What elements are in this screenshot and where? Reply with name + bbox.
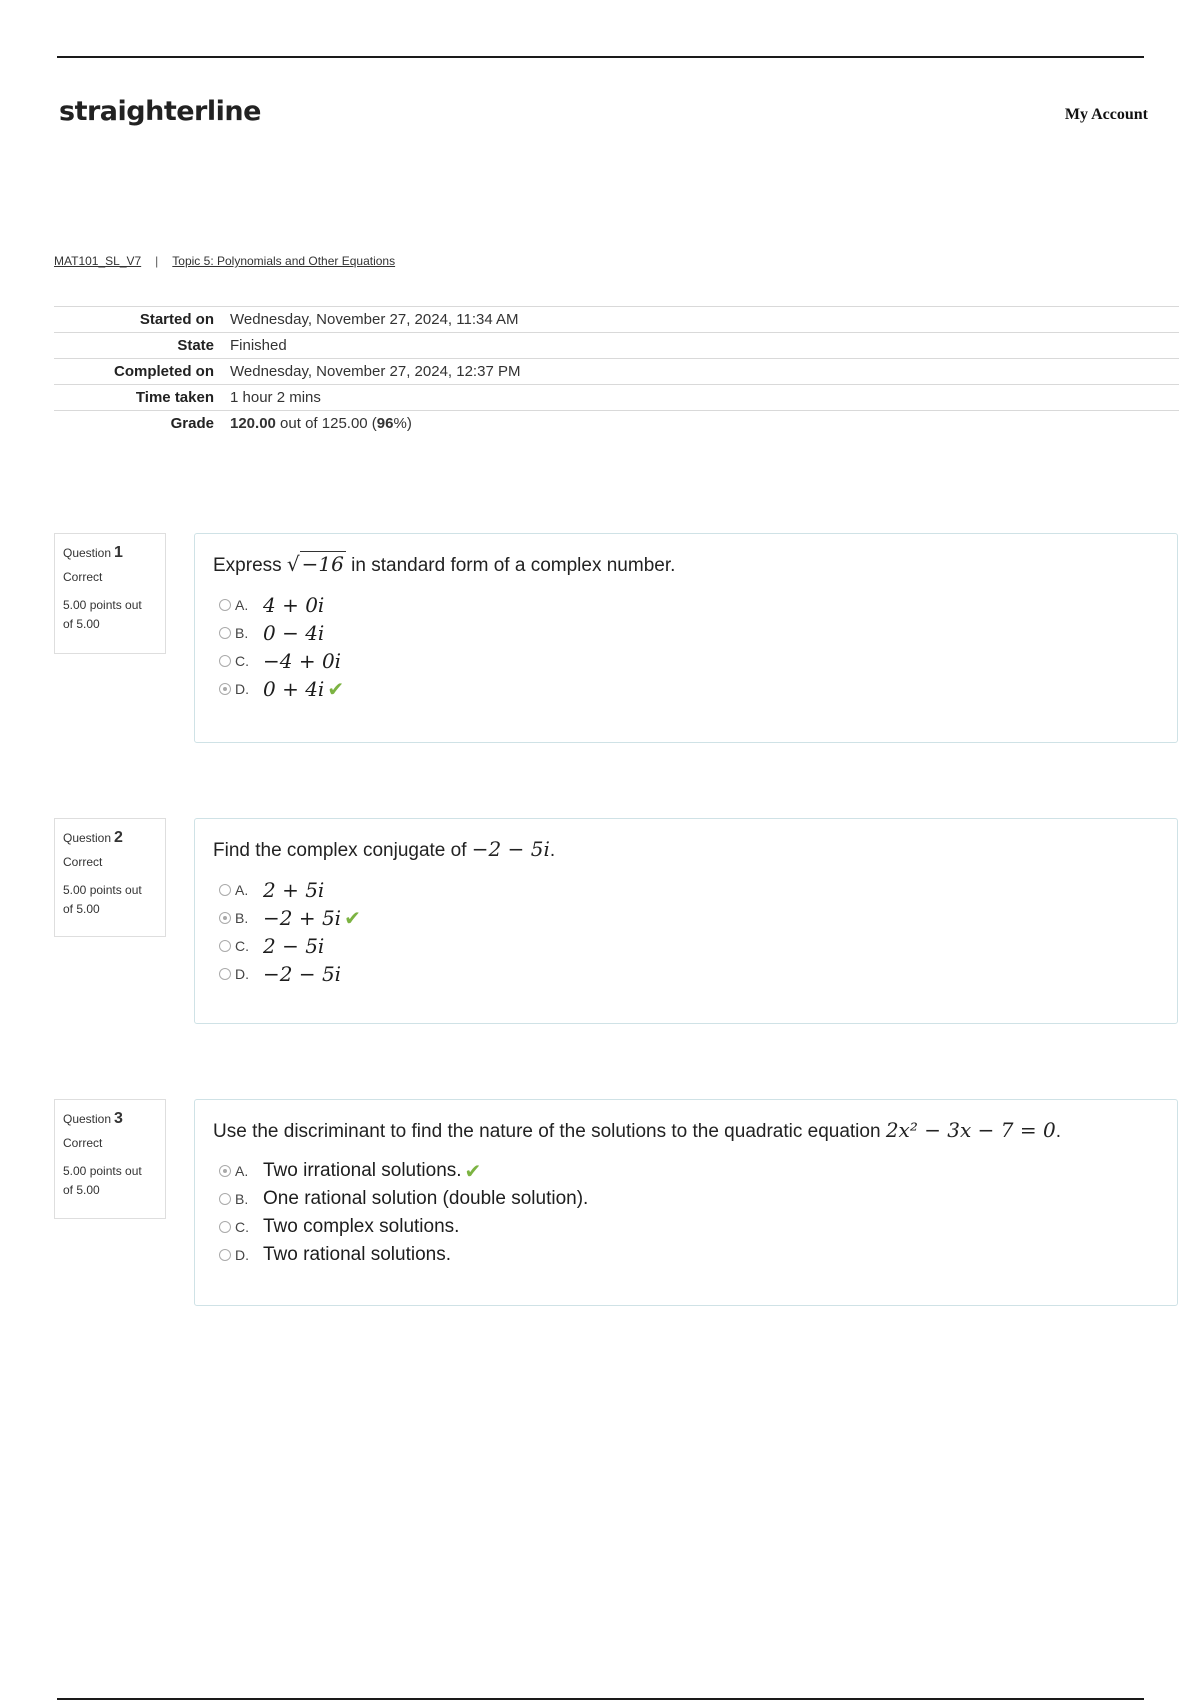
radio-button[interactable] [219, 1249, 231, 1261]
question-text [213, 552, 1159, 577]
option-letter: A. [235, 1163, 249, 1179]
option-letter: B. [235, 910, 249, 926]
option-text: 0 − 4i [263, 621, 325, 645]
option-text: −2 − 5i [263, 962, 342, 986]
grade-label: Grade [170, 415, 214, 432]
option-text: Two complex solutions. [263, 1216, 460, 1237]
radicand: −16 [301, 552, 344, 576]
attempt-summary-table [54, 306, 1179, 436]
option-a[interactable] [213, 591, 1159, 619]
breadcrumb-course-link[interactable]: MAT101_SL_V7 [54, 254, 142, 268]
radio-button[interactable] [219, 968, 231, 980]
option-letter: D. [235, 681, 249, 697]
grade-score: 120.00 [230, 415, 276, 432]
state-label: State [177, 337, 214, 354]
radio-button[interactable] [219, 627, 231, 639]
question-text-after: in standard form of a complex number. [345, 555, 676, 576]
question-points: 5.00 points out of 5.00 [63, 598, 142, 632]
option-letter: A. [235, 597, 249, 613]
question-text-after: . [549, 840, 556, 861]
question-number-value: 3 [114, 1110, 123, 1127]
option-letter: B. [235, 1191, 249, 1207]
grade-outof: out of 125.00 ( [275, 415, 377, 432]
breadcrumb-topic-link[interactable]: Topic 5: Polynomials and Other Equations [172, 254, 396, 268]
grade-end: %) [393, 415, 412, 432]
option-letter: C. [235, 653, 249, 669]
question-info-3 [54, 1099, 166, 1219]
completed-label: Completed on [114, 363, 214, 380]
question-label: Question [63, 831, 112, 845]
question-info-1 [54, 533, 166, 654]
option-text: Two irrational solutions. [263, 1160, 462, 1181]
option-letter: A. [235, 882, 249, 898]
question-state: Correct [63, 855, 103, 869]
option-b[interactable] [213, 904, 1159, 932]
option-b[interactable] [213, 1185, 1159, 1213]
radio-button[interactable] [219, 1193, 231, 1205]
question-text-before: Use the discriminant to find the nature of the solutions to the quadratic equation [213, 1121, 886, 1142]
option-a[interactable] [213, 1157, 1159, 1185]
completed-value: Wednesday, November 27, 2024, 12:37 PM [230, 363, 521, 380]
question-text-after: . [1055, 1121, 1061, 1142]
radio-button-selected[interactable] [219, 912, 231, 924]
question-text [213, 1118, 1159, 1143]
question-content-2 [194, 818, 1178, 1024]
option-a[interactable] [213, 876, 1159, 904]
question-label: Question [63, 1112, 112, 1126]
summary-row-completed [54, 359, 1179, 385]
question-text [213, 837, 1159, 862]
correct-check-icon: ✔ [327, 678, 345, 701]
option-text: 4 + 0i [263, 593, 325, 617]
radio-button[interactable] [219, 1221, 231, 1233]
question-points: 5.00 points out of 5.00 [63, 883, 142, 917]
option-d[interactable] [213, 960, 1159, 988]
question-number [63, 544, 157, 562]
question-label: Question [63, 546, 112, 560]
question-content-1 [194, 533, 1178, 743]
time-value: 1 hour 2 mins [230, 389, 321, 406]
my-account-link[interactable]: My Account [1064, 106, 1148, 123]
question-number [63, 1110, 157, 1128]
question-points: 5.00 points out of 5.00 [63, 1164, 142, 1198]
radio-button-selected[interactable] [219, 683, 231, 695]
option-letter: D. [235, 966, 249, 982]
grade-percent: 96 [376, 415, 394, 432]
summary-row-state [54, 333, 1179, 359]
option-text: 2 + 5i [263, 878, 325, 902]
summary-row-started [54, 307, 1179, 333]
question-text-before: Express [213, 555, 287, 576]
started-value: Wednesday, November 27, 2024, 11:34 AM [230, 311, 519, 328]
radio-button[interactable] [219, 655, 231, 667]
option-letter: B. [235, 625, 249, 641]
option-letter: C. [235, 938, 249, 954]
option-letter: D. [235, 1247, 249, 1263]
question-content-3 [194, 1099, 1178, 1306]
question-info-2 [54, 818, 166, 937]
question-number [63, 829, 157, 847]
radio-button-selected[interactable] [219, 1165, 231, 1177]
option-c[interactable] [213, 647, 1159, 675]
sqrt-expression: √ −16 [286, 552, 344, 576]
radio-button[interactable] [219, 599, 231, 611]
breadcrumb-separator: | [155, 254, 159, 268]
radio-button[interactable] [219, 940, 231, 952]
started-label: Started on [139, 311, 214, 328]
correct-check-icon: ✔ [344, 907, 361, 930]
question-state: Correct [63, 1136, 103, 1150]
option-b[interactable] [213, 619, 1159, 647]
option-d[interactable] [213, 675, 1159, 703]
summary-row-time [54, 385, 1179, 411]
question-math: −2 − 5i [471, 837, 550, 861]
correct-check-icon: ✔ [464, 1160, 482, 1183]
option-text: One rational solution (double solution). [263, 1188, 589, 1209]
option-letter: C. [235, 1219, 249, 1235]
brand-logo[interactable]: straighterline [59, 96, 261, 127]
option-c[interactable] [213, 1213, 1159, 1241]
radio-button[interactable] [219, 884, 231, 896]
option-text: −2 + 5i [263, 906, 342, 930]
time-label: Time taken [135, 389, 214, 406]
option-d[interactable] [213, 1241, 1159, 1269]
question-text-before: Find the complex conjugate of [213, 840, 472, 861]
option-text: Two rational solutions. [263, 1244, 451, 1265]
option-text: 2 − 5i [263, 934, 325, 958]
question-number-value: 2 [114, 829, 123, 846]
question-number-value: 1 [114, 544, 123, 561]
option-c[interactable] [213, 932, 1159, 960]
option-text: −4 + 0i [263, 649, 342, 673]
breadcrumb [54, 254, 395, 268]
question-state: Correct [63, 570, 103, 584]
summary-row-grade [54, 411, 1179, 437]
state-value: Finished [230, 337, 287, 354]
grade-value [230, 411, 1179, 437]
option-text: 0 + 4i [263, 677, 325, 701]
question-math: 2x² − 3x − 7 = 0 [885, 1118, 1056, 1142]
top-divider [57, 56, 1144, 58]
